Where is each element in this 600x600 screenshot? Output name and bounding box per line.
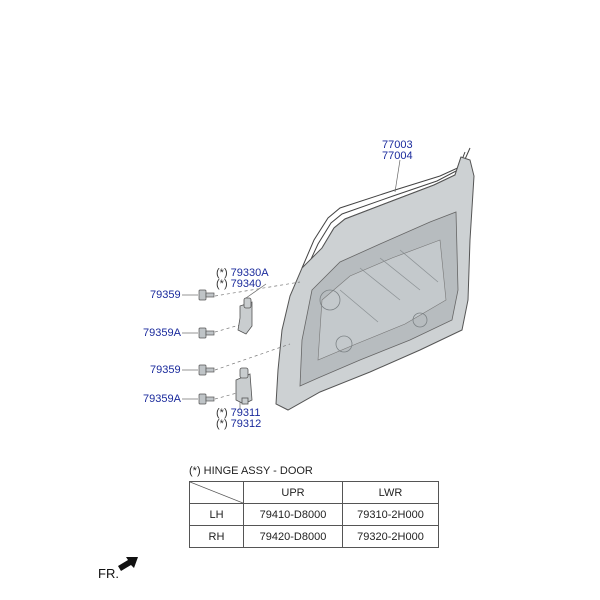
front-label: FR. xyxy=(98,566,119,581)
row-upr: 79420-D8000 xyxy=(244,526,343,548)
upper-hinge xyxy=(238,298,252,334)
bolt-icon-top-2 xyxy=(199,328,214,338)
table-row xyxy=(190,504,439,526)
bolt-icons xyxy=(199,290,214,404)
corner-diagonal xyxy=(190,482,243,503)
hinge-part-table xyxy=(189,481,439,548)
header-lwr: LWR xyxy=(343,482,439,504)
table-header-row xyxy=(190,482,439,504)
bolt-icon-bottom-1 xyxy=(199,365,214,375)
row-side: LH xyxy=(190,504,244,526)
bolt-icon-top-1 xyxy=(199,290,214,300)
callout-79359a-top: 79359A xyxy=(143,327,181,339)
table-row xyxy=(190,526,439,548)
lower-hinge xyxy=(236,368,252,404)
callout-79359-top: 79359 xyxy=(150,289,181,301)
callout-77003: 77003 xyxy=(382,139,413,151)
row-upr: 79410-D8000 xyxy=(244,504,343,526)
row-lwr: 79320-2H000 xyxy=(343,526,439,548)
callout-79359-bottom: 79359 xyxy=(150,364,181,376)
front-arrow-icon xyxy=(118,557,138,571)
callout-79340: (*) 79340 xyxy=(216,278,262,290)
callout-79359a-bottom: 79359A xyxy=(143,393,181,405)
row-lwr: 79310-2H000 xyxy=(343,504,439,526)
callout-77004: 77004 xyxy=(382,150,413,162)
door-panel xyxy=(276,157,474,410)
header-upr: UPR xyxy=(244,482,343,504)
callout-79330a: (*) 79330A xyxy=(216,267,269,279)
bolt-icon-bottom-2 xyxy=(199,394,214,404)
table-corner-cell xyxy=(190,482,244,504)
row-side: RH xyxy=(190,526,244,548)
hinge-assy-note: (*) HINGE ASSY - DOOR xyxy=(189,465,313,477)
callout-79311: (*) 79311 xyxy=(216,407,261,419)
callout-79312: (*) 79312 xyxy=(216,418,262,430)
